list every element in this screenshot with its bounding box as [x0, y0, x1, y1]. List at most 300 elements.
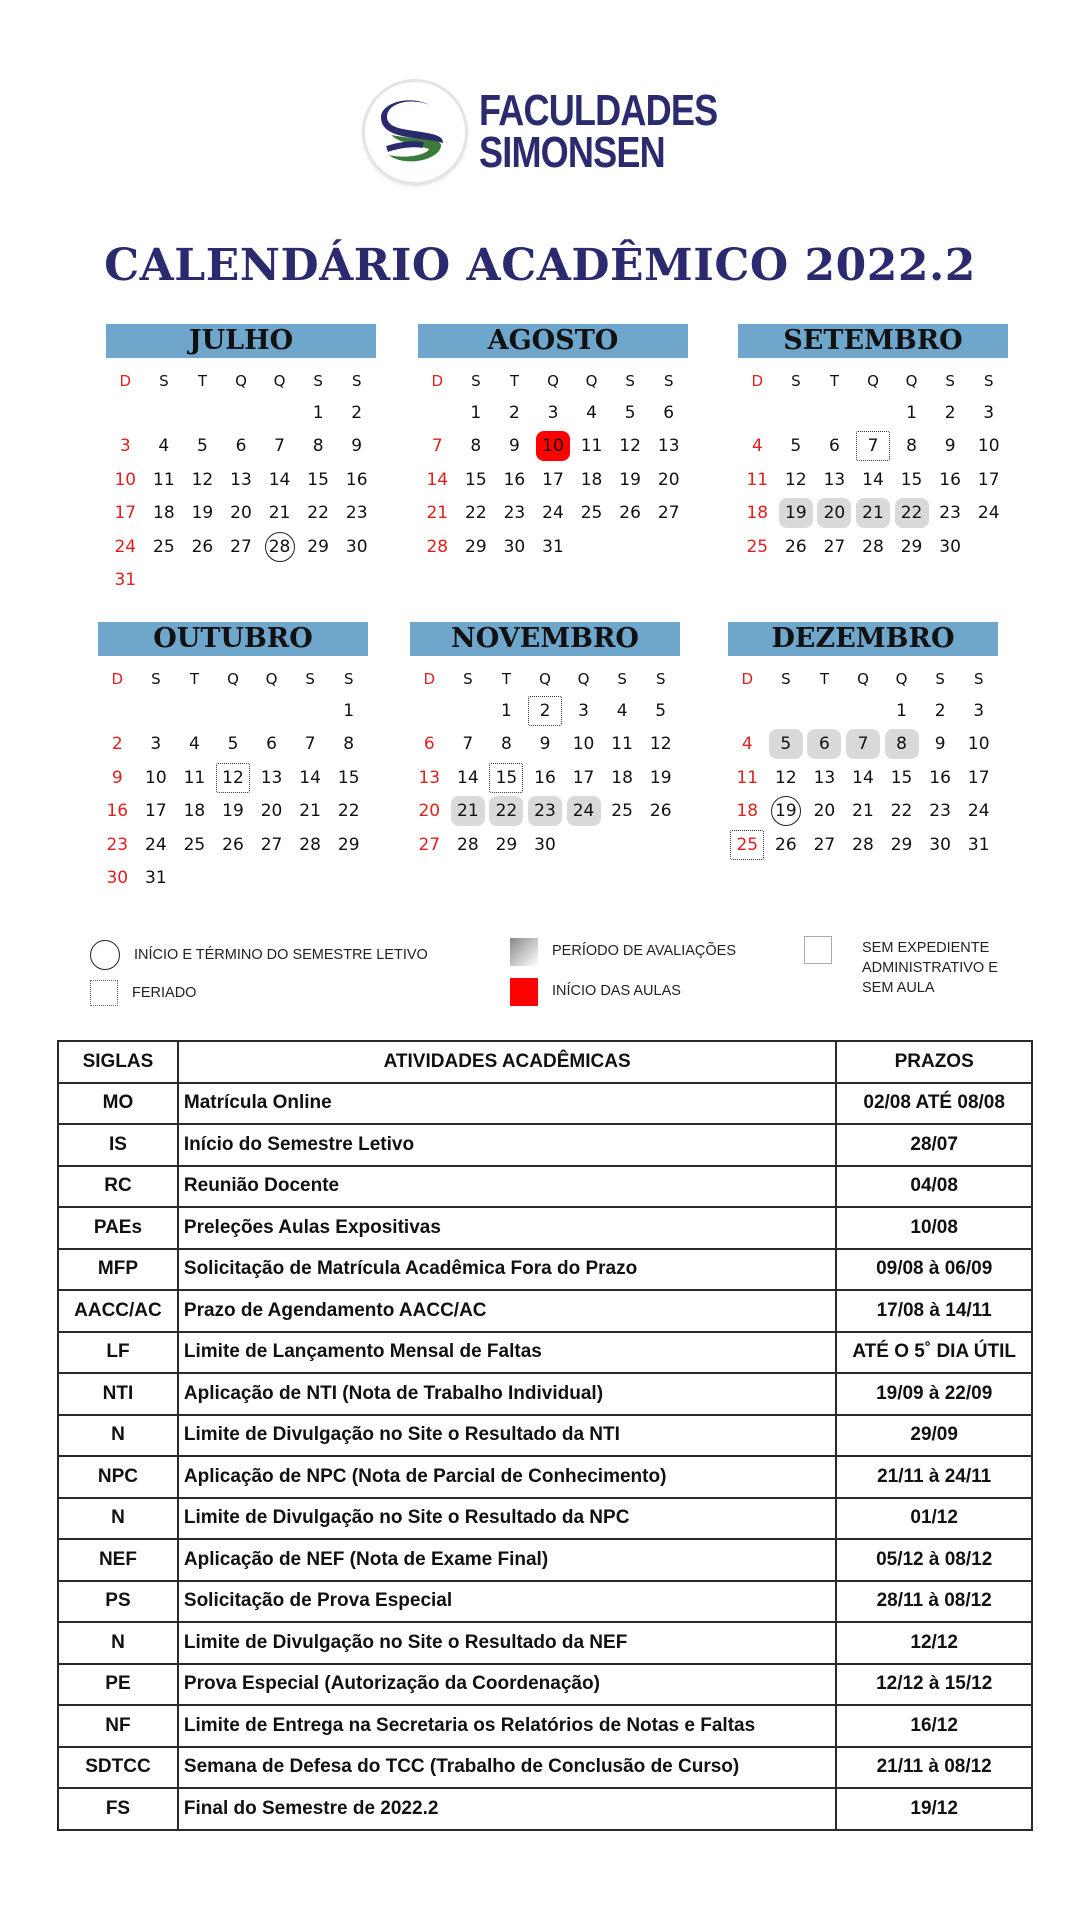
- day-cell: [892, 396, 931, 430]
- day-cell: [410, 761, 449, 795]
- day-cell: [815, 463, 854, 497]
- deadline-cell: 01/12: [836, 1498, 1032, 1540]
- table-row: [58, 1332, 1032, 1374]
- day-number: 15: [489, 763, 523, 793]
- day-cell: [882, 694, 921, 728]
- day-cell: [98, 795, 137, 829]
- day-number: 25: [746, 536, 769, 557]
- weekday-label: Q: [547, 372, 559, 390]
- day-number: 28: [426, 536, 449, 557]
- day-cell: [137, 761, 176, 795]
- day-number: 20: [817, 498, 851, 528]
- day-number: 8: [885, 729, 919, 759]
- day-cell: [175, 828, 214, 862]
- empty-cell: [815, 396, 854, 430]
- day-cell: [526, 795, 565, 829]
- month-grid: [98, 664, 368, 895]
- day-cell: [98, 728, 137, 762]
- day-cell: [882, 728, 921, 762]
- day-number: 20: [813, 801, 836, 822]
- sigla-cell: NPC: [58, 1456, 178, 1498]
- deadline-cell: 21/11 à 08/12: [836, 1747, 1032, 1789]
- deadline-cell: 10/08: [836, 1207, 1032, 1249]
- day-cell: [959, 795, 998, 829]
- legend-label: SEM EXPEDIENTE ADMINISTRATIVO E SEM AULA: [862, 940, 998, 996]
- month-header: JULHO: [106, 324, 376, 358]
- day-number: 3: [150, 734, 162, 755]
- day-number: 29: [890, 834, 913, 855]
- day-number: 2: [351, 402, 363, 423]
- day-cell: [183, 530, 222, 564]
- day-cell: [526, 728, 565, 762]
- day-number: 25: [730, 830, 764, 860]
- month-grid: [418, 366, 688, 564]
- day-cell: [969, 430, 1008, 464]
- weekday-label: S: [973, 670, 984, 688]
- day-number: 3: [578, 700, 589, 721]
- day-cell: [145, 497, 184, 531]
- weekday-label: S: [935, 670, 945, 688]
- weekday-label: S: [305, 670, 315, 688]
- month-grid: [106, 366, 376, 597]
- day-number: 6: [829, 436, 840, 457]
- day-cell: [457, 530, 496, 564]
- logo-emblem-icon: [365, 82, 465, 182]
- day-number: 2: [528, 696, 562, 726]
- day-cell: [959, 828, 998, 862]
- day-number: 11: [153, 469, 175, 490]
- day-cell: [564, 728, 603, 762]
- day-cell: [329, 694, 368, 728]
- day-cell: [882, 761, 921, 795]
- day-number: 5: [790, 436, 802, 457]
- day-number: 30: [939, 536, 961, 557]
- month-grid: [738, 366, 1008, 564]
- day-number: 7: [274, 436, 285, 457]
- activity-cell: Solicitação de Matrícula Acadêmica Fora do Prazo: [178, 1249, 836, 1291]
- day-number: 23: [345, 503, 368, 524]
- day-cell: [728, 761, 767, 795]
- day-number: 2: [509, 402, 520, 423]
- deadline-cell: 05/12 à 08/12: [836, 1539, 1032, 1581]
- day-cell: [767, 728, 806, 762]
- day-number: 21: [852, 801, 874, 822]
- legend-holiday: [90, 980, 196, 1006]
- day-number: 23: [929, 801, 951, 822]
- day-cell: [449, 795, 488, 829]
- day-cell: [767, 761, 806, 795]
- day-cell: [329, 761, 368, 795]
- day-cell: [844, 795, 883, 829]
- day-cell: [487, 828, 526, 862]
- activity-cell: Limite de Divulgação no Site o Resultado da NPC: [178, 1498, 836, 1540]
- day-number: 19: [191, 503, 214, 524]
- day-cell: [487, 694, 526, 728]
- day-cell: [337, 463, 376, 497]
- day-number: 6: [663, 402, 675, 423]
- empty-cell: [728, 694, 767, 728]
- day-number: 18: [746, 503, 769, 524]
- day-number: 11: [580, 436, 603, 457]
- day-cell: [260, 463, 299, 497]
- day-cell: [98, 761, 137, 795]
- logo-line-2: SIMONSEN: [479, 128, 665, 177]
- day-number: 28: [862, 536, 884, 557]
- day-number: 15: [337, 767, 360, 788]
- day-number: 18: [611, 767, 633, 788]
- day-number: 26: [785, 536, 807, 557]
- day-cell: [526, 694, 565, 728]
- day-number: 9: [111, 767, 123, 788]
- day-number: 15: [900, 469, 923, 490]
- legend-label: FERIADO: [132, 985, 197, 1001]
- month-december: [728, 622, 998, 862]
- weekday-label: S: [313, 372, 323, 390]
- day-number: 4: [741, 734, 753, 755]
- day-cell: [738, 530, 777, 564]
- sigla-cell: N: [58, 1498, 178, 1540]
- day-cell: [526, 761, 565, 795]
- sigla-cell: PAEs: [58, 1207, 178, 1249]
- day-cell: [921, 728, 960, 762]
- page-title: CALENDÁRIO ACADÊMICO 2022.2: [104, 240, 976, 291]
- weekday-label: T: [509, 372, 519, 390]
- day-number: 14: [862, 469, 884, 490]
- table-row: [58, 1249, 1032, 1291]
- day-number: 17: [572, 767, 595, 788]
- day-cell: [175, 795, 214, 829]
- day-cell: [931, 497, 970, 531]
- day-number: 12: [775, 767, 797, 788]
- day-number: 10: [572, 734, 595, 755]
- day-cell: [931, 430, 970, 464]
- day-number: 15: [465, 469, 487, 490]
- day-number: 31: [542, 536, 564, 557]
- day-cell: [777, 530, 816, 564]
- deadline-cell: ATÉ O 5˚ DIA ÚTIL: [836, 1332, 1032, 1374]
- day-number: 9: [351, 436, 363, 457]
- day-number: 4: [751, 436, 763, 457]
- day-number: 1: [343, 700, 355, 721]
- day-number: 12: [619, 436, 641, 457]
- day-number: 16: [345, 469, 368, 490]
- day-cell: [892, 463, 931, 497]
- day-number: 12: [785, 469, 807, 490]
- month-header: NOVEMBRO: [410, 622, 680, 656]
- day-number: 7: [856, 431, 890, 461]
- day-cell: [222, 530, 261, 564]
- weekday-label: Q: [905, 372, 918, 390]
- empty-cell: [738, 396, 777, 430]
- weekday-label: D: [423, 670, 436, 688]
- table-row: [58, 1581, 1032, 1623]
- day-cell: [299, 497, 338, 531]
- day-number: 31: [967, 834, 990, 855]
- deadline-cell: 29/09: [836, 1415, 1032, 1457]
- day-cell: [767, 795, 806, 829]
- day-number: 18: [183, 801, 206, 822]
- empty-cell: [175, 694, 214, 728]
- day-number: 27: [823, 536, 846, 557]
- day-number: 3: [547, 402, 559, 423]
- day-number: 24: [145, 834, 167, 855]
- logo-line-1: FACULDADES: [479, 86, 718, 136]
- day-cell: [291, 761, 330, 795]
- month-november: [410, 622, 680, 862]
- day-number: 12: [216, 763, 250, 793]
- day-number: 8: [343, 734, 355, 755]
- day-cell: [534, 497, 573, 531]
- sigla-cell: N: [58, 1622, 178, 1664]
- day-number: 5: [227, 734, 239, 755]
- day-cell: [815, 430, 854, 464]
- day-number: 10: [536, 431, 570, 461]
- day-cell: [526, 828, 565, 862]
- day-cell: [921, 828, 960, 862]
- day-number: 11: [746, 469, 769, 490]
- month-header: AGOSTO: [418, 324, 688, 358]
- weekday-label: S: [463, 670, 473, 688]
- day-number: 30: [106, 868, 129, 889]
- day-number: 18: [736, 801, 759, 822]
- day-cell: [449, 828, 488, 862]
- activity-cell: Prova Especial (Autorização da Coordenação): [178, 1664, 836, 1706]
- day-cell: [106, 497, 145, 531]
- weekday-label: Q: [895, 670, 908, 688]
- day-number: 23: [106, 834, 129, 855]
- day-cell: [137, 795, 176, 829]
- day-cell: [854, 463, 893, 497]
- day-number: 5: [624, 402, 636, 423]
- weekday-label: S: [617, 670, 627, 688]
- day-cell: [252, 728, 291, 762]
- day-cell: [337, 430, 376, 464]
- activities-table: [57, 1040, 1033, 1831]
- sigla-cell: MFP: [58, 1249, 178, 1291]
- empty-cell: [98, 694, 137, 728]
- day-cell: [534, 530, 573, 564]
- day-cell: [777, 497, 816, 531]
- day-cell: [564, 795, 603, 829]
- day-cell: [175, 728, 214, 762]
- weekday-label: S: [471, 372, 481, 390]
- day-cell: [291, 728, 330, 762]
- day-number: 17: [145, 801, 167, 822]
- day-number: 20: [418, 801, 441, 822]
- day-cell: [457, 430, 496, 464]
- day-number: 2: [944, 402, 956, 423]
- day-cell: [892, 530, 931, 564]
- weekday-label: S: [343, 670, 354, 688]
- day-cell: [487, 728, 526, 762]
- day-number: 6: [235, 436, 247, 457]
- day-number: 2: [111, 734, 123, 755]
- day-cell: [457, 463, 496, 497]
- day-cell: [222, 497, 261, 531]
- day-number: 25: [183, 834, 206, 855]
- day-number: 30: [929, 834, 951, 855]
- day-number: 24: [567, 796, 601, 826]
- sigla-cell: AACC/AC: [58, 1290, 178, 1332]
- table-header-row: [58, 1041, 1032, 1083]
- day-number: 7: [431, 436, 443, 457]
- day-cell: [106, 564, 145, 598]
- day-number: 16: [106, 801, 129, 822]
- day-cell: [959, 694, 998, 728]
- sigla-cell: NTI: [58, 1373, 178, 1415]
- day-number: 3: [973, 700, 985, 721]
- day-cell: [854, 497, 893, 531]
- weekday-label: S: [151, 670, 161, 688]
- day-number: 21: [451, 796, 485, 826]
- day-cell: [145, 430, 184, 464]
- month-july: [106, 324, 376, 597]
- weekday-label: Q: [539, 670, 551, 688]
- day-cell: [844, 761, 883, 795]
- day-cell: [738, 430, 777, 464]
- day-cell: [728, 728, 767, 762]
- day-cell: [844, 828, 883, 862]
- red-box-icon: [510, 978, 538, 1006]
- day-cell: [649, 463, 688, 497]
- table-row: [58, 1498, 1032, 1540]
- day-number: 27: [657, 503, 680, 524]
- day-cell: [260, 430, 299, 464]
- sigla-cell: PE: [58, 1664, 178, 1706]
- weekday-label: D: [119, 372, 132, 390]
- day-number: 29: [900, 536, 923, 557]
- day-number: 4: [586, 402, 597, 423]
- weekday-label: Q: [577, 670, 590, 688]
- deadline-cell: 12/12: [836, 1622, 1032, 1664]
- day-cell: [183, 430, 222, 464]
- day-number: 24: [114, 536, 137, 557]
- deadline-cell: 19/12: [836, 1788, 1032, 1830]
- day-cell: [572, 396, 611, 430]
- month-grid: [410, 664, 680, 862]
- weekday-label: T: [189, 670, 199, 688]
- day-number: 13: [813, 767, 836, 788]
- day-number: 30: [345, 536, 368, 557]
- day-number: 23: [503, 503, 526, 524]
- legend-label: INÍCIO DAS AULAS: [552, 983, 681, 999]
- day-number: 20: [260, 801, 283, 822]
- day-cell: [564, 694, 603, 728]
- day-number: 8: [501, 734, 512, 755]
- day-number: 18: [580, 469, 603, 490]
- day-number: 7: [304, 734, 316, 755]
- day-number: 12: [649, 734, 672, 755]
- activity-cell: Matrícula Online: [178, 1083, 836, 1125]
- day-cell: [260, 497, 299, 531]
- table-row: [58, 1373, 1032, 1415]
- day-number: 29: [307, 536, 329, 557]
- day-cell: [418, 430, 457, 464]
- day-number: 18: [153, 503, 175, 524]
- activity-cell: Semana de Defesa do TCC (Trabalho de Conclusão de Curso): [178, 1747, 836, 1789]
- weekday-label: Q: [235, 372, 247, 390]
- day-cell: [931, 463, 970, 497]
- day-cell: [252, 761, 291, 795]
- day-cell: [572, 497, 611, 531]
- day-cell: [892, 430, 931, 464]
- sigla-cell: FS: [58, 1788, 178, 1830]
- day-number: 16: [534, 767, 556, 788]
- sigla-cell: PS: [58, 1581, 178, 1623]
- sigla-cell: MO: [58, 1083, 178, 1125]
- day-number: 14: [268, 469, 291, 490]
- day-number: 10: [967, 734, 990, 755]
- day-cell: [183, 463, 222, 497]
- table-row: [58, 1207, 1032, 1249]
- day-cell: [137, 728, 176, 762]
- day-number: 7: [846, 729, 880, 759]
- day-cell: [603, 761, 642, 795]
- deadline-cell: 28/07: [836, 1124, 1032, 1166]
- day-cell: [106, 463, 145, 497]
- sigla-cell: NF: [58, 1705, 178, 1747]
- day-cell: [921, 761, 960, 795]
- legend-classes: [510, 978, 681, 1006]
- day-cell: [137, 862, 176, 896]
- day-number: 30: [503, 536, 526, 557]
- weekday-label: D: [751, 372, 764, 390]
- day-number: 6: [807, 729, 841, 759]
- day-cell: [931, 530, 970, 564]
- table-row: [58, 1664, 1032, 1706]
- day-cell: [854, 530, 893, 564]
- day-cell: [410, 728, 449, 762]
- day-number: 1: [896, 700, 907, 721]
- legend-semester: [90, 940, 428, 970]
- day-cell: [418, 463, 457, 497]
- day-number: 14: [426, 469, 449, 490]
- table-row: [58, 1290, 1032, 1332]
- day-number: 24: [967, 801, 990, 822]
- activity-cell: Aplicação de NTI (Nota de Trabalho Individual): [178, 1373, 836, 1415]
- day-number: 8: [906, 436, 917, 457]
- day-cell: [603, 694, 642, 728]
- weekday-label: S: [625, 372, 635, 390]
- table-row: [58, 1747, 1032, 1789]
- day-number: 16: [503, 469, 526, 490]
- day-cell: [572, 463, 611, 497]
- dotted-box-icon: [90, 980, 118, 1006]
- empty-cell: [183, 396, 222, 430]
- day-cell: [815, 497, 854, 531]
- day-cell: [418, 530, 457, 564]
- table-row: [58, 1124, 1032, 1166]
- day-number: 26: [649, 801, 672, 822]
- day-cell: [611, 463, 650, 497]
- day-number: 24: [542, 503, 564, 524]
- table-row: [58, 1415, 1032, 1457]
- legend-label: PERÍODO DE AVALIAÇÕES: [552, 943, 736, 959]
- weekday-label: D: [431, 372, 444, 390]
- day-number: 23: [528, 796, 562, 826]
- day-cell: [805, 828, 844, 862]
- day-number: 17: [542, 469, 564, 490]
- day-number: 4: [616, 700, 628, 721]
- day-number: 13: [823, 469, 846, 490]
- day-cell: [137, 828, 176, 862]
- day-cell: [106, 530, 145, 564]
- day-cell: [175, 761, 214, 795]
- month-grid: [728, 664, 998, 862]
- activity-cell: Final do Semestre de 2022.2: [178, 1788, 836, 1830]
- day-number: 6: [266, 734, 277, 755]
- weekday-label: S: [351, 372, 362, 390]
